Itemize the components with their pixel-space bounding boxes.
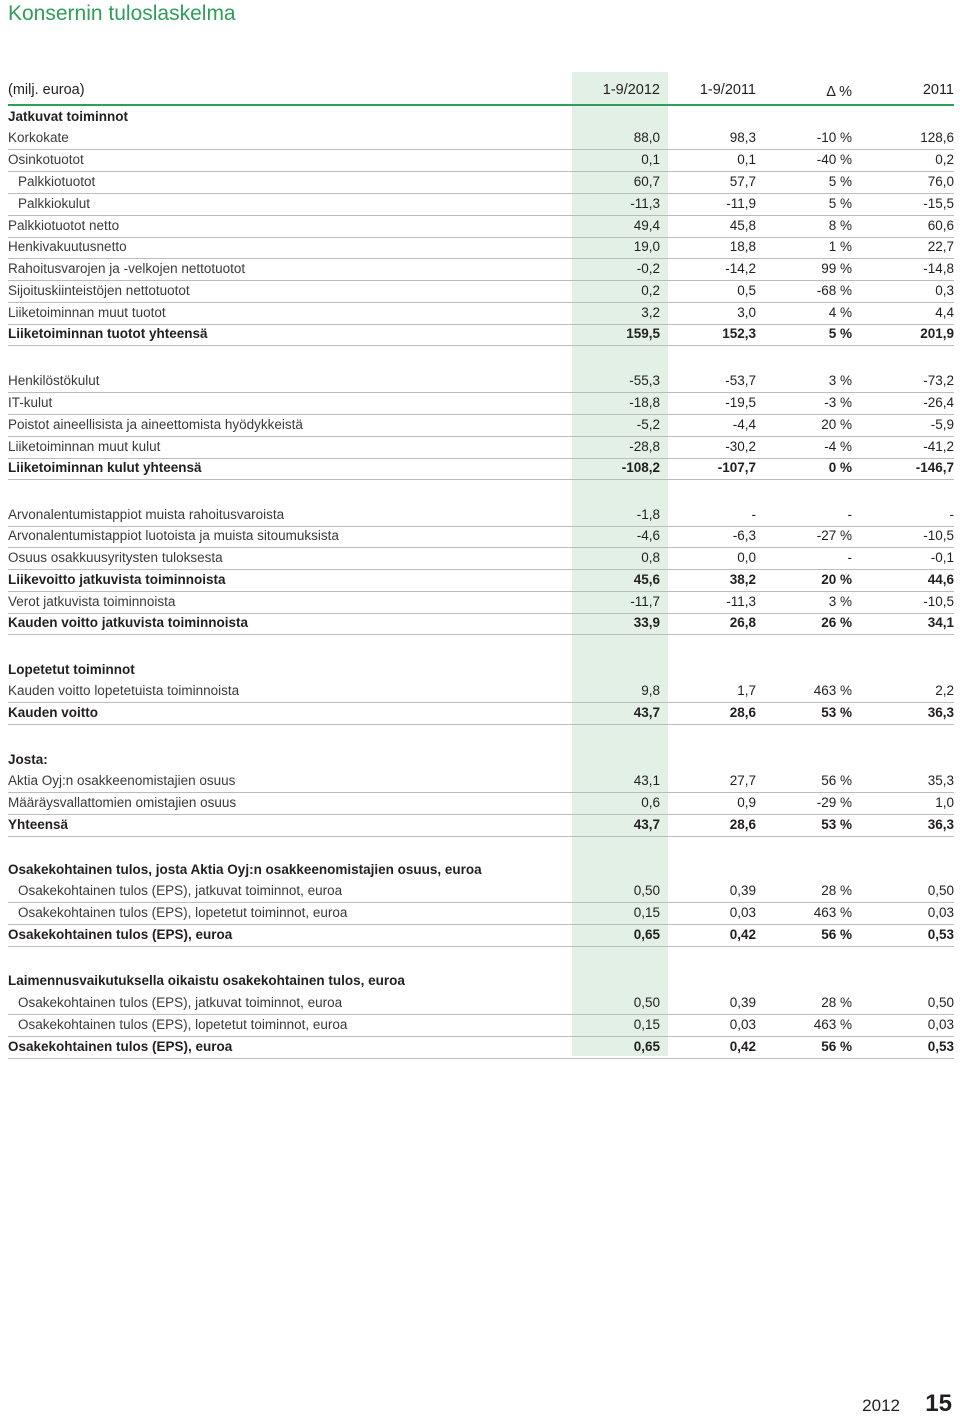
row-label: Henkilöstökulut [8, 373, 100, 388]
cell-1-9-2012: 0,50 [633, 995, 660, 1010]
cell-1-9-2012: 0,65 [633, 1039, 660, 1054]
cell-2011: 1,0 [935, 795, 954, 810]
cell-delta: 28 % [821, 883, 852, 898]
cell-2011: 36,3 [927, 817, 954, 832]
row-label: Kauden voitto [8, 705, 98, 720]
table-row [8, 902, 954, 925]
cell-1-9-2012: -11,7 [630, 594, 660, 609]
cell-delta: -40 % [816, 152, 852, 167]
cell-1-9-2011: 18,8 [729, 239, 756, 254]
row-label: Yhteensä [8, 817, 69, 832]
cell-1-9-2012: 0,2 [641, 283, 660, 298]
cell-1-9-2012: 43,7 [633, 705, 660, 720]
cell-2011: -73,2 [923, 373, 954, 388]
cell-1-9-2012: 33,9 [633, 615, 660, 630]
table-row [8, 215, 954, 238]
cell-1-9-2012: 0,6 [641, 795, 660, 810]
table-row [8, 680, 954, 703]
row-label: Osakekohtainen tulos (EPS), jatkuvat toiminnot, euroa [18, 883, 343, 898]
header-col-delta: Δ % [826, 84, 852, 100]
cell-2011: 0,03 [927, 905, 954, 920]
table-row [8, 525, 954, 548]
table-row [8, 392, 954, 415]
table-header [8, 76, 954, 106]
cell-2011: -41,2 [923, 439, 954, 454]
cell-1-9-2011: 57,7 [729, 174, 756, 189]
cell-1-9-2011: 1,7 [737, 683, 756, 698]
table-row [8, 880, 954, 903]
row-label: Osakekohtainen tulos (EPS), lopetetut toiminnot, euroa [18, 905, 348, 920]
cell-2011: - [949, 507, 954, 522]
cell-delta: 28 % [821, 995, 852, 1010]
cell-1-9-2011: 28,6 [729, 817, 756, 832]
cell-2011: -15,5 [923, 196, 954, 211]
cell-1-9-2011: 0,03 [729, 905, 756, 920]
cell-2011: -0,1 [930, 550, 954, 565]
table-row [8, 457, 954, 480]
cell-delta: -3 % [824, 395, 852, 410]
table-row [8, 258, 954, 281]
row-label: Määräysvallattomien omistajien osuus [8, 795, 237, 810]
cell-1-9-2012: 43,1 [633, 773, 660, 788]
cell-1-9-2012: -4,6 [636, 528, 660, 543]
cell-2011: 36,3 [927, 705, 954, 720]
cell-1-9-2012: 0,15 [633, 1017, 660, 1032]
section-heading-row [8, 659, 954, 681]
row-label: Palkkiotuotot [18, 174, 96, 189]
cell-2011: 2,2 [935, 683, 954, 698]
table-row [8, 1036, 954, 1059]
row-label: Poistot aineellisista ja aineettomista hyödykkeistä [8, 417, 303, 432]
cell-1-9-2011: 0,03 [729, 1017, 756, 1032]
cell-1-9-2012: 45,6 [633, 572, 660, 587]
cell-1-9-2012: 60,7 [633, 174, 660, 189]
row-label: Jatkuvat toiminnot [8, 109, 129, 124]
cell-delta: 20 % [821, 417, 852, 432]
footer-year: 2012 [862, 1396, 900, 1415]
table-row [8, 236, 954, 259]
cell-delta: -10 % [816, 130, 852, 145]
cell-delta: 53 % [821, 817, 852, 832]
cell-delta: 463 % [813, 683, 852, 698]
row-label: Osakekohtainen tulos, josta Aktia Oyj:n osakkeenomistajien osuus, euroa [8, 862, 482, 877]
cell-delta: 5 % [828, 326, 852, 341]
cell-1-9-2012: 3,2 [641, 305, 660, 320]
row-label: Liiketoiminnan kulut yhteensä [8, 460, 202, 475]
cell-1-9-2012: 49,4 [633, 218, 660, 233]
cell-1-9-2011: 0,0 [737, 550, 756, 565]
cell-2011: 60,6 [927, 218, 954, 233]
cell-delta: - [847, 550, 852, 565]
cell-1-9-2011: 98,3 [729, 130, 756, 145]
cell-1-9-2011: 0,39 [729, 995, 756, 1010]
row-label: Liiketoiminnan muut tuotot [8, 305, 166, 320]
table-row [8, 591, 954, 614]
row-label: Henkivakuutusnetto [8, 239, 127, 254]
row-label: Osinkotuotot [8, 152, 84, 167]
table-row [8, 370, 954, 393]
table-row [8, 547, 954, 570]
row-label: Arvonalentumistappiot luotoista ja muista sitoumuksista [8, 528, 339, 543]
cell-2011: -5,9 [930, 417, 954, 432]
cell-delta: 26 % [821, 615, 852, 630]
cell-2011: -146,7 [915, 460, 954, 475]
row-label: Josta: [8, 752, 48, 767]
row-label: Osakekohtainen tulos (EPS), euroa [8, 927, 233, 942]
cell-2011: 44,6 [927, 572, 954, 587]
cell-1-9-2012: 159,5 [626, 326, 660, 341]
row-label: IT-kulut [8, 395, 53, 410]
cell-2011: -26,4 [923, 395, 954, 410]
table-row [8, 702, 954, 725]
cell-1-9-2012: 0,8 [641, 550, 660, 565]
cell-2011: 0,03 [927, 1017, 954, 1032]
cell-2011: 0,53 [927, 1039, 954, 1054]
cell-1-9-2012: -108,2 [621, 460, 660, 475]
section-heading-row [8, 859, 954, 881]
table-row [8, 1014, 954, 1037]
cell-delta: 56 % [821, 773, 852, 788]
table-row [8, 436, 954, 459]
row-label: Korkokate [8, 130, 69, 145]
cell-delta: 8 % [828, 218, 852, 233]
cell-delta: -29 % [816, 795, 852, 810]
cell-2011: 0,53 [927, 927, 954, 942]
header-unit-label: (milj. euroa) [8, 82, 85, 98]
cell-2011: 0,3 [935, 283, 954, 298]
row-label: Rahoitusvarojen ja -velkojen nettotuotot [8, 261, 246, 276]
cell-1-9-2011: 0,42 [729, 1039, 756, 1054]
cell-1-9-2012: -11,3 [630, 196, 660, 211]
row-label: Sijoituskiinteistöjen nettotuotot [8, 283, 190, 298]
cell-delta: -27 % [816, 528, 852, 543]
cell-1-9-2012: -1,8 [636, 507, 660, 522]
cell-delta: 5 % [828, 174, 852, 189]
cell-1-9-2012: -18,8 [629, 395, 660, 410]
section-heading-row [8, 106, 954, 128]
cell-delta: 3 % [828, 594, 852, 609]
row-label: Osakekohtainen tulos (EPS), jatkuvat toiminnot, euroa [18, 995, 343, 1010]
table-row [8, 814, 954, 837]
cell-delta: 99 % [821, 261, 852, 276]
table-row [8, 569, 954, 592]
cell-1-9-2011: 38,2 [729, 572, 756, 587]
cell-2011: 201,9 [920, 326, 954, 341]
row-label: Liikevoitto jatkuvista toiminnoista [8, 572, 226, 587]
cell-1-9-2011: -14,2 [725, 261, 756, 276]
cell-1-9-2011: -6,3 [732, 528, 756, 543]
cell-1-9-2012: 0,65 [633, 927, 660, 942]
table-row [8, 770, 954, 793]
table-row [8, 792, 954, 815]
section-heading-row [8, 749, 954, 771]
page-number: 15 [925, 1390, 952, 1417]
page-title: Konsernin tuloslaskelma [8, 2, 236, 25]
cell-1-9-2011: 152,3 [722, 326, 756, 341]
cell-1-9-2012: -0,2 [636, 261, 660, 276]
table-row [8, 323, 954, 346]
cell-1-9-2012: 88,0 [633, 130, 660, 145]
row-label: Arvonalentumistappiot muista rahoitusvaroista [8, 507, 285, 522]
table-row [8, 414, 954, 437]
row-label: Osakekohtainen tulos (EPS), euroa [8, 1039, 233, 1054]
cell-1-9-2011: -53,7 [725, 373, 756, 388]
cell-1-9-2011: 45,8 [729, 218, 756, 233]
header-col-1-9-2012: 1-9/2012 [602, 82, 660, 98]
cell-2011: 22,7 [927, 239, 954, 254]
cell-delta: 1 % [828, 239, 852, 254]
row-label: Liiketoiminnan muut kulut [8, 439, 161, 454]
cell-delta: 0 % [828, 460, 852, 475]
cell-1-9-2012: -28,8 [629, 439, 660, 454]
cell-1-9-2011: 0,1 [737, 152, 756, 167]
header-col-2011: 2011 [922, 82, 954, 98]
cell-1-9-2011: 28,6 [729, 705, 756, 720]
cell-delta: -68 % [816, 283, 852, 298]
cell-1-9-2011: -11,3 [726, 594, 756, 609]
cell-1-9-2012: -5,2 [636, 417, 660, 432]
cell-2011: 35,3 [927, 773, 954, 788]
cell-delta: 20 % [821, 572, 852, 587]
table-row [8, 149, 954, 172]
cell-2011: 34,1 [927, 615, 954, 630]
cell-delta: 463 % [813, 1017, 852, 1032]
row-label: Aktia Oyj:n osakkeenomistajien osuus [8, 773, 236, 788]
row-label: Osuus osakkuusyritysten tuloksesta [8, 550, 223, 565]
cell-1-9-2012: 9,8 [641, 683, 660, 698]
cell-1-9-2011: 26,8 [729, 615, 756, 630]
cell-delta: -4 % [824, 439, 852, 454]
table-row [8, 280, 954, 303]
cell-2011: 0,50 [927, 883, 954, 898]
cell-2011: -10,5 [923, 594, 954, 609]
table-row [8, 924, 954, 947]
cell-1-9-2011: -11,9 [726, 196, 756, 211]
cell-2011: 0,2 [935, 152, 954, 167]
row-label: Kauden voitto lopetetuista toiminnoista [8, 683, 240, 698]
cell-2011: 76,0 [927, 174, 954, 189]
cell-delta: - [847, 507, 852, 522]
table-row [8, 171, 954, 194]
cell-1-9-2011: -30,2 [725, 439, 756, 454]
table-row [8, 193, 954, 216]
row-label: Kauden voitto jatkuvista toiminnoista [8, 615, 249, 630]
table-row [8, 127, 954, 150]
table-row [8, 612, 954, 635]
section-heading-row [8, 970, 954, 992]
cell-1-9-2011: - [751, 507, 756, 522]
cell-1-9-2011: 3,0 [737, 305, 756, 320]
cell-1-9-2012: 0,1 [641, 152, 660, 167]
table-row [8, 992, 954, 1015]
cell-1-9-2012: 0,50 [633, 883, 660, 898]
cell-1-9-2012: 19,0 [633, 239, 660, 254]
cell-1-9-2011: -19,5 [725, 395, 756, 410]
row-label: Verot jatkuvista toiminnoista [8, 594, 176, 609]
cell-1-9-2011: 27,7 [729, 773, 756, 788]
cell-delta: 53 % [821, 705, 852, 720]
cell-2011: 128,6 [920, 130, 954, 145]
row-label: Palkkiotuotot netto [8, 218, 120, 233]
row-label: Palkkiokulut [18, 196, 91, 211]
row-label: Laimennusvaikutuksella oikaistu osakekohtainen tulos, euroa [8, 973, 405, 988]
cell-delta: 56 % [821, 927, 852, 942]
table-row [8, 504, 954, 527]
cell-delta: 463 % [813, 905, 852, 920]
cell-1-9-2011: 0,42 [729, 927, 756, 942]
cell-1-9-2011: 0,39 [729, 883, 756, 898]
cell-1-9-2012: 0,15 [633, 905, 660, 920]
row-label: Lopetetut toiminnot [8, 662, 135, 677]
cell-2011: -10,5 [923, 528, 954, 543]
cell-1-9-2011: -107,7 [717, 460, 756, 475]
row-label: Osakekohtainen tulos (EPS), lopetetut toiminnot, euroa [18, 1017, 348, 1032]
cell-1-9-2011: 0,9 [737, 795, 756, 810]
cell-1-9-2011: 0,5 [737, 283, 756, 298]
cell-delta: 56 % [821, 1039, 852, 1054]
row-label: Liiketoiminnan tuotot yhteensä [8, 326, 208, 341]
cell-1-9-2012: -55,3 [629, 373, 660, 388]
cell-2011: -14,8 [923, 261, 954, 276]
cell-delta: 3 % [828, 373, 852, 388]
table-row [8, 302, 954, 325]
cell-2011: 0,50 [927, 995, 954, 1010]
cell-1-9-2011: -4,4 [732, 417, 756, 432]
cell-2011: 4,4 [935, 305, 954, 320]
cell-delta: 5 % [828, 196, 852, 211]
header-col-1-9-2011: 1-9/2011 [699, 82, 756, 98]
cell-delta: 4 % [828, 305, 852, 320]
cell-1-9-2012: 43,7 [633, 817, 660, 832]
